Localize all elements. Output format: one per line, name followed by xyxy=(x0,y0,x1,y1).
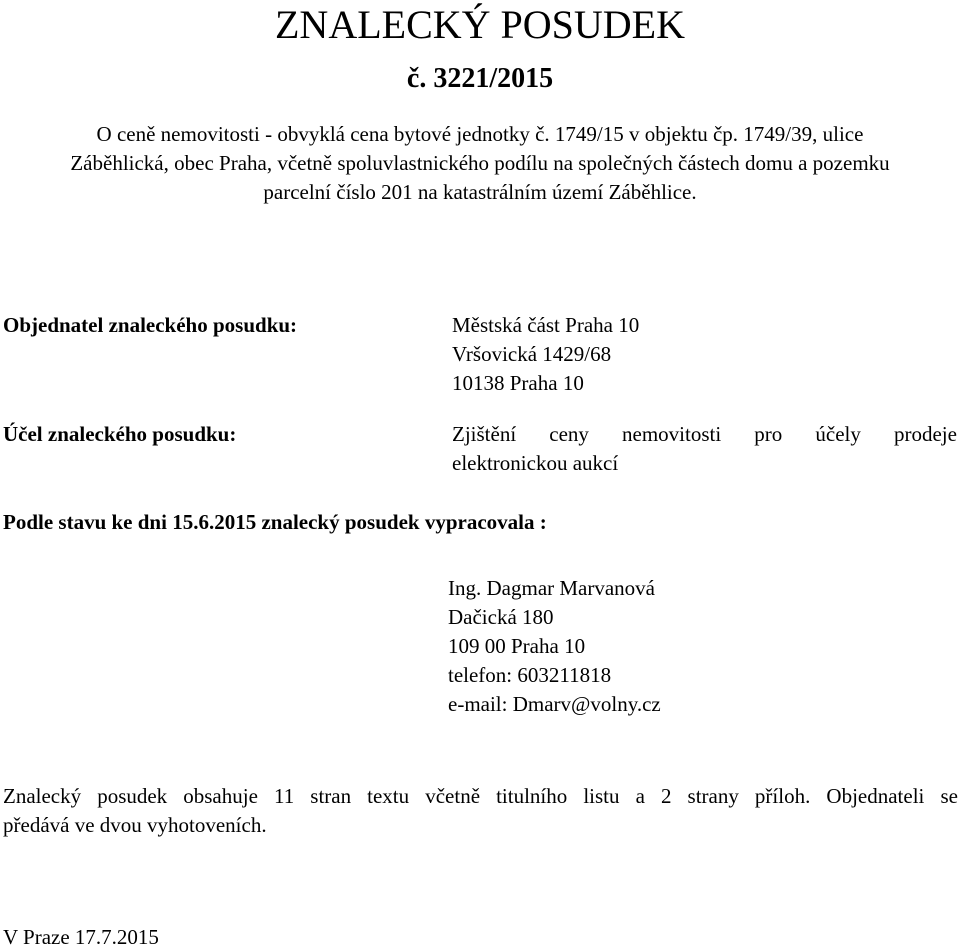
purpose-line-2: elektronickou aukcí xyxy=(452,451,619,475)
purpose-word: Zjištění xyxy=(452,422,517,446)
client-label: Objednatel znaleckého posudku: xyxy=(3,313,298,337)
scope-word: Znalecký xyxy=(3,784,82,808)
scope-word: titulního xyxy=(496,784,568,808)
scope-word: strany xyxy=(687,784,739,808)
purpose-line-1 xyxy=(452,420,957,449)
scope-word: Objednateli xyxy=(826,784,925,808)
document-number: č. 3221/2015 xyxy=(406,63,554,94)
expert-street: Dačická 180 xyxy=(448,605,554,629)
document-date: V Praze 17.7.2015 xyxy=(3,925,159,949)
purpose-word: ceny xyxy=(549,422,589,446)
purpose-label: Účel znaleckého posudku: xyxy=(3,422,237,446)
document-title: ZNALECKÝ POSUDEK xyxy=(275,2,685,47)
scope-word: posudek xyxy=(97,784,168,808)
scope-word: stran xyxy=(310,784,352,808)
document-subject xyxy=(0,120,960,207)
document-scope-note xyxy=(3,782,958,840)
scope-word: včetně xyxy=(425,784,481,808)
scope-word: se xyxy=(940,784,958,808)
scope-word: a xyxy=(635,784,645,808)
scope-word: textu xyxy=(367,784,410,808)
subject-line: Záběhlická, obec Praha, včetně spoluvlastnického podílu na společných částech domu a pozemku xyxy=(70,151,890,175)
expert-phone: telefon: 603211818 xyxy=(448,663,612,687)
client-street: Vršovická 1429/68 xyxy=(452,342,612,366)
prepared-statement: Podle stavu ke dni 15.6.2015 znalecký posudek vypracovala : xyxy=(3,510,547,534)
expert-city: 109 00 Praha 10 xyxy=(448,634,586,658)
client-name: Městská část Praha 10 xyxy=(452,313,640,337)
scope-word: obsahuje xyxy=(183,784,258,808)
client-city: 10138 Praha 10 xyxy=(452,371,584,395)
purpose-word: účely xyxy=(815,422,861,446)
scope-word: 11 xyxy=(273,784,295,808)
expert-contact xyxy=(448,574,661,719)
client-address xyxy=(452,311,639,398)
purpose-word: pro xyxy=(754,422,783,446)
subject-line: O ceně nemovitosti - obvyklá cena bytové jednotky č. 1749/15 v objektu čp. 1749/39, ulice xyxy=(96,122,864,146)
scope-word: 2 xyxy=(660,784,672,808)
subject-line: parcelní číslo 201 na katastrálním území Záběhlice. xyxy=(263,180,697,204)
scope-word: příloh. xyxy=(754,784,811,808)
scope-line-1 xyxy=(3,782,958,811)
purpose-value xyxy=(452,420,957,478)
scope-line-2: předává ve dvou vyhotoveních. xyxy=(3,813,267,837)
purpose-word: prodeje xyxy=(893,422,957,446)
purpose-word: nemovitosti xyxy=(622,422,722,446)
expert-name: Ing. Dagmar Marvanová xyxy=(448,576,656,600)
expert-email: e-mail: Dmarv@volny.cz xyxy=(448,692,661,716)
scope-word: listu xyxy=(583,784,620,808)
